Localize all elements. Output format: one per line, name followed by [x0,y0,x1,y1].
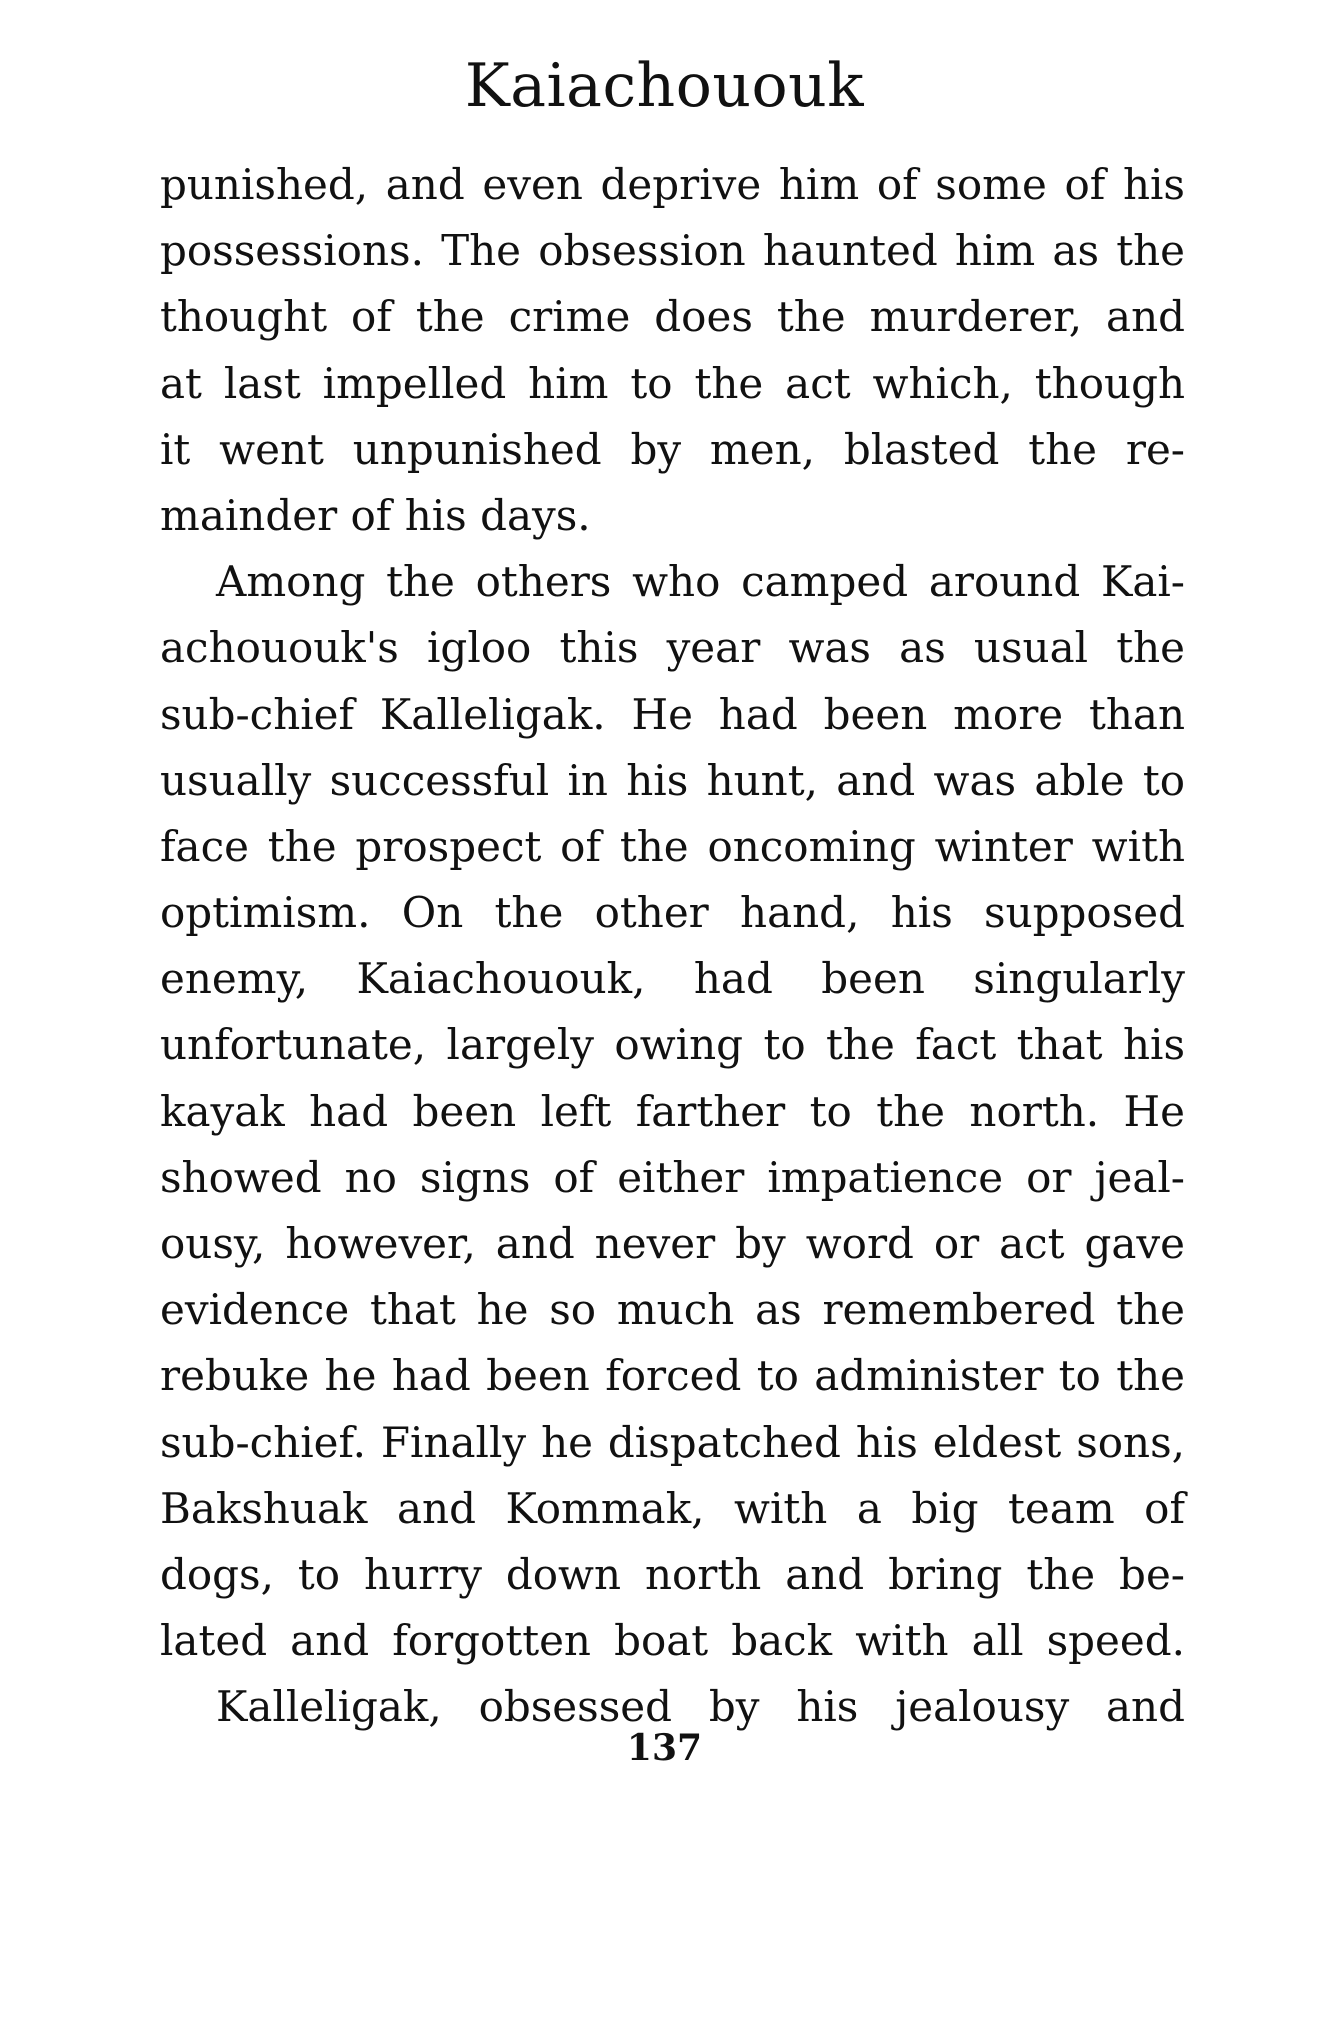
text-line: thought of the crime does the murderer, and [160,292,1185,342]
text-line: evidence that he so much as remembered the [160,1285,1185,1335]
text-line: face the prospect of the oncoming winter with [160,821,1185,871]
text-line: lated and forgotten boat back with all speed. [160,1616,1185,1666]
text-line: rebuke he had been forced to administer to the [160,1351,1185,1401]
body-text [160,152,1185,1741]
text-line: punished, and even deprive him of some of his [160,160,1185,209]
text-line: optimism. On the other hand, his supposed [160,888,1185,938]
text-line: Kalleligak, obsessed by his jealousy and [216,1682,1185,1732]
text-line: dogs, to hurry down north and bring the be- [160,1549,1185,1599]
text-line: ousy, however, and never by word or act gave [160,1219,1185,1268]
text-line: kayak had been left farther to the north. He [160,1086,1185,1136]
text-line: sub-chief. Finally he dispatched his eldest sons, [160,1417,1185,1467]
text-line: it went unpunished by men, blasted the re- [160,424,1185,474]
text-line: possessions. The obsession haunted him as the [160,226,1185,276]
text-line: Among the others who camped around Kai- [216,557,1185,607]
text-line: unfortunate, largely owing to the fact that his [160,1020,1185,1070]
text-line: showed no signs of either impatience or jeal- [160,1152,1185,1202]
text-line: mainder of his days. [160,490,591,540]
text-line: achououk's igloo this year was as usual the [160,623,1185,673]
running-head: Kaiachououk [464,51,865,121]
page-number: 137 [626,1727,703,1769]
text-line: sub-chief Kalleligak. He had been more than [160,689,1185,739]
text-line: at last impelled him to the act which, though [160,358,1185,408]
text-line: enemy, Kaiachououk, had been singularly [160,954,1185,1004]
text-line: usually successful in his hunt, and was able to [160,755,1185,805]
text-line: Bakshuak and Kommak, with a big team of [160,1483,1185,1533]
